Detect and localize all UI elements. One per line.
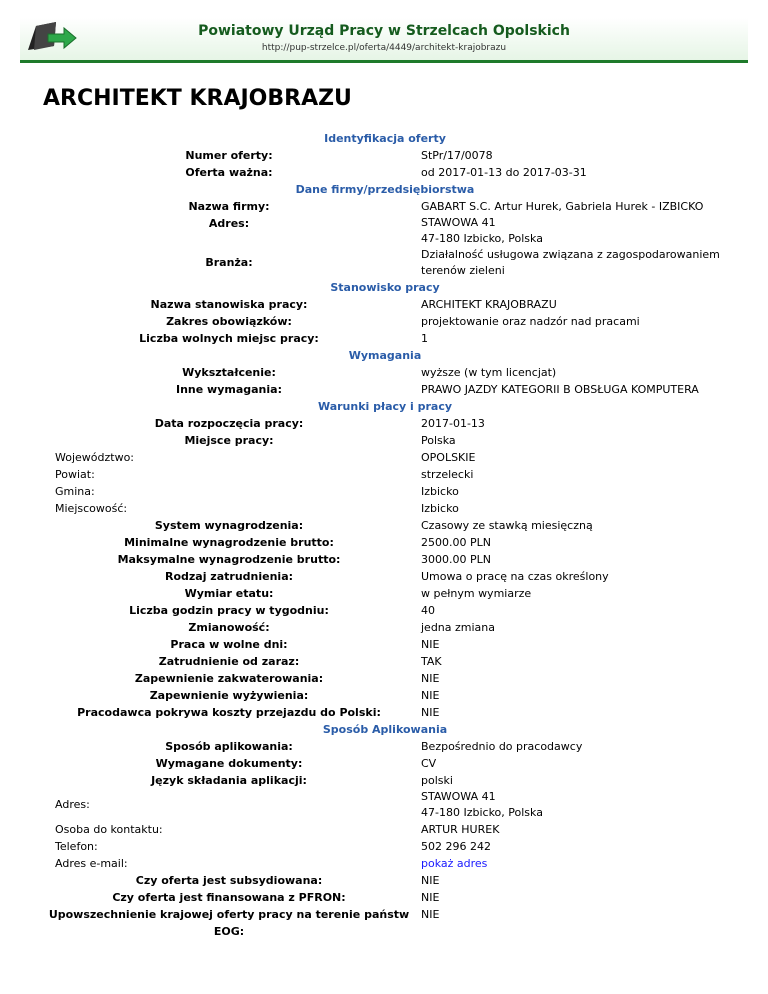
- field-label: Miejscowość:: [55, 502, 128, 515]
- section-header: Stanowisko pracy: [330, 281, 440, 294]
- field-label: Pracodawca pokrywa koszty przejazdu do Polski:: [77, 706, 381, 719]
- field-row: [40, 772, 730, 789]
- field-label: Miejsce pracy:: [184, 434, 274, 447]
- field-row: [40, 855, 730, 872]
- field-row: [40, 585, 730, 602]
- field-row: [40, 872, 730, 889]
- field-value: wyższe (w tym licencjat): [421, 366, 557, 379]
- page-url: http://pup-strzelce.pl/oferta/4449/architekt-krajobrazu: [261, 43, 507, 53]
- field-row: [40, 449, 730, 466]
- field-label: Adres e-mail:: [55, 857, 128, 870]
- field-value: GABART S.C. Artur Hurek, Gabriela Hurek - IZBICKO: [421, 200, 704, 213]
- field-label: Zapewnienie wyżywienia:: [149, 689, 309, 702]
- field-row: [40, 247, 730, 279]
- field-value: STAWOWA 41 47-180 Izbicko, Polska: [421, 790, 543, 819]
- field-label: Minimalne wynagrodzenie brutto:: [124, 536, 334, 549]
- field-label: Telefon:: [55, 840, 98, 853]
- field-label: Adres:: [208, 217, 250, 230]
- field-row: [40, 687, 730, 704]
- field-value: od 2017-01-13 do 2017-03-31: [421, 166, 587, 179]
- field-value: NIE: [421, 638, 440, 651]
- field-label: Upowszechnienie krajowej oferty pracy na terenie państw EOG:: [48, 908, 410, 938]
- field-label: Rodzaj zatrudnienia:: [164, 570, 294, 583]
- field-label: Wymiar etatu:: [184, 587, 274, 600]
- field-label: Liczba godzin pracy w tygodniu:: [129, 604, 329, 617]
- field-row: [40, 517, 730, 534]
- field-row: [40, 500, 730, 517]
- field-row: [40, 789, 730, 821]
- field-row: [40, 568, 730, 585]
- show-email-link[interactable]: pokaż adres: [421, 857, 488, 870]
- field-label: Wymagane dokumenty:: [155, 757, 303, 770]
- field-value: CV: [421, 757, 437, 770]
- section-header: Wymagania: [348, 349, 422, 362]
- field-row: [40, 838, 730, 855]
- field-row: [40, 670, 730, 687]
- field-label: Powiat:: [55, 468, 95, 481]
- field-value: 3000.00 PLN: [421, 553, 491, 566]
- field-value: STAWOWA 41 47-180 Izbicko, Polska: [421, 216, 543, 245]
- field-label: Zapewnienie zakwaterowania:: [134, 672, 324, 685]
- field-value: NIE: [421, 874, 440, 887]
- field-row: [40, 755, 730, 772]
- site-title[interactable]: Powiatowy Urząd Pracy w Strzelcach Opolskich: [198, 23, 570, 39]
- section-header: Sposób Aplikowania: [322, 723, 448, 736]
- field-row: [40, 215, 730, 247]
- field-value: NIE: [421, 908, 440, 921]
- field-label: Zakres obowiązków:: [166, 315, 292, 328]
- field-value: TAK: [421, 655, 442, 668]
- field-value: OPOLSKIE: [421, 451, 476, 464]
- field-label: Data rozpoczęcia pracy:: [154, 417, 304, 430]
- field-value: ARTUR HUREK: [421, 823, 500, 836]
- field-label: Nazwa firmy:: [188, 200, 270, 213]
- field-value: jedna zmiana: [421, 621, 496, 634]
- field-value: NIE: [421, 706, 440, 719]
- field-label: Praca w wolne dni:: [170, 638, 288, 651]
- field-label: System wynagrodzenia:: [154, 519, 304, 532]
- field-label: Branża:: [205, 256, 253, 269]
- field-label: Czy oferta jest finansowana z PFRON:: [112, 891, 346, 904]
- field-row: [40, 381, 730, 398]
- section-header: Identyfikacja oferty: [324, 132, 446, 145]
- field-row: [40, 296, 730, 313]
- field-value: PRAWO JAZDY KATEGORII B OBSŁUGA KOMPUTERA: [421, 383, 699, 396]
- field-value: Czasowy ze stawką miesięczną: [421, 519, 593, 532]
- field-label: Sposób aplikowania:: [165, 740, 293, 753]
- field-row: [40, 704, 730, 721]
- field-row: [40, 738, 730, 755]
- field-row: [40, 906, 730, 938]
- field-row: [40, 889, 730, 906]
- field-value: projektowanie oraz nadzór nad pracami: [421, 315, 640, 328]
- field-label: Województwo:: [55, 451, 135, 464]
- field-value: Izbicko: [421, 502, 459, 515]
- field-value: w pełnym wymiarze: [421, 587, 532, 600]
- field-row: [40, 313, 730, 330]
- field-label: Język składania aplikacji:: [151, 774, 307, 787]
- field-value: Polska: [421, 434, 456, 447]
- field-row: [40, 534, 730, 551]
- field-row: [40, 164, 730, 181]
- field-value: Umowa o pracę na czas określony: [421, 570, 609, 583]
- field-row: [40, 619, 730, 636]
- field-value: Działalność usługowa związana z zagospodarowaniem terenów zieleni: [421, 248, 720, 277]
- page-title: ARCHITEKT KRAJOBRAZU: [43, 86, 352, 111]
- field-value: 502 296 242: [421, 840, 491, 853]
- field-row: [40, 147, 730, 164]
- field-label: Osoba do kontaktu:: [55, 823, 163, 836]
- field-value: NIE: [421, 672, 440, 685]
- field-row: [40, 466, 730, 483]
- field-label: Czy oferta jest subsydiowana:: [135, 874, 323, 887]
- field-row: [40, 364, 730, 381]
- field-value: NIE: [421, 689, 440, 702]
- field-value: strzelecki: [421, 468, 474, 481]
- field-label: Maksymalne wynagrodzenie brutto:: [117, 553, 341, 566]
- offer-details: [40, 130, 730, 938]
- field-value: 2500.00 PLN: [421, 536, 491, 549]
- field-value: 2017-01-13: [421, 417, 485, 430]
- field-label: Zmianowość:: [188, 621, 270, 634]
- field-value: Bezpośrednio do pracodawcy: [421, 740, 583, 753]
- field-row: [40, 602, 730, 619]
- site-header: [20, 18, 748, 63]
- field-row: [40, 551, 730, 568]
- field-value: NIE: [421, 891, 440, 904]
- field-row: [40, 821, 730, 838]
- field-row: [40, 198, 730, 215]
- field-value: Izbicko: [421, 485, 459, 498]
- field-label: Oferta ważna:: [185, 166, 273, 179]
- field-value: StPr/17/0078: [421, 149, 493, 162]
- field-label: Zatrudnienie od zaraz:: [158, 655, 300, 668]
- field-value: 40: [421, 604, 435, 617]
- field-row: [40, 483, 730, 500]
- field-row: [40, 330, 730, 347]
- field-row: [40, 432, 730, 449]
- field-row: [40, 415, 730, 432]
- field-label: Wykształcenie:: [182, 366, 276, 379]
- field-label: Adres:: [55, 798, 90, 811]
- field-label: Numer oferty:: [185, 149, 273, 162]
- field-value: 1: [421, 332, 428, 345]
- field-row: [40, 636, 730, 653]
- field-label: Inne wymagania:: [176, 383, 282, 396]
- section-header: Dane firmy/przedsiębiorstwa: [295, 183, 475, 196]
- field-value: ARCHITEKT KRAJOBRAZU: [421, 298, 557, 311]
- field-label: Gmina:: [55, 485, 95, 498]
- field-value: polski: [421, 774, 453, 787]
- field-label: Liczba wolnych miejsc pracy:: [139, 332, 319, 345]
- field-row: [40, 653, 730, 670]
- field-label: Nazwa stanowiska pracy:: [150, 298, 308, 311]
- section-header: Warunki płacy i pracy: [317, 400, 453, 413]
